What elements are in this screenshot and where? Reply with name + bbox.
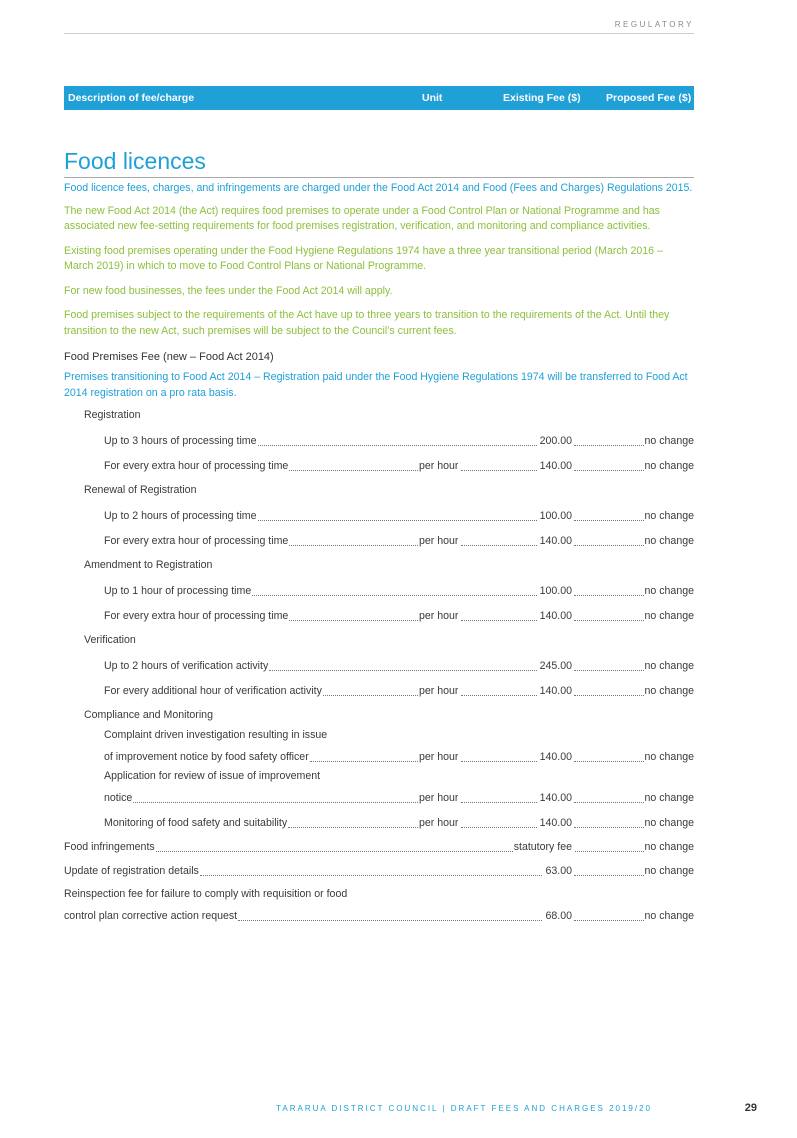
fee-row (104, 609, 694, 624)
page (64, 0, 694, 1138)
intro-paragraph: For new food businesses, the fees under the Food Act 2014 will apply. (64, 284, 393, 297)
existing-fee: 140.00 (539, 817, 572, 829)
proposed-fee: no change (644, 460, 694, 472)
proposed-fee: no change (644, 510, 694, 522)
leader-dots (461, 545, 536, 546)
fee-row (64, 909, 694, 924)
fee-description: Food infringements (64, 841, 155, 853)
fee-unit: per hour (419, 610, 459, 622)
proposed-fee: no change (644, 610, 694, 622)
leader-dots (258, 445, 537, 446)
proposed-fee: no change (644, 535, 694, 547)
proposed-fee: no change (644, 817, 694, 829)
fee-row (104, 791, 694, 806)
proposed-fee: no change (644, 435, 694, 447)
fee-row (64, 864, 694, 879)
leader-dots (461, 827, 536, 828)
fee-description: Update of registration details (64, 865, 199, 877)
leader-dots (574, 875, 644, 876)
fee-description: For every extra hour of processing time (104, 535, 289, 547)
fee-row (104, 750, 694, 765)
proposed-fee: no change (644, 865, 694, 877)
fee-group-label: Compliance and Monitoring (84, 709, 213, 721)
leader-dots (238, 920, 542, 921)
intro-paragraph: Existing food premises operating under the Food Hygiene Regulations 1974 have a three year transitional period (March 2016 – March 2019) in which to move to Food Control Plans or National Programme. (64, 244, 663, 272)
leader-dots (461, 620, 536, 621)
existing-fee: 100.00 (539, 510, 572, 522)
proposed-fee: no change (644, 792, 694, 804)
existing-fee: 140.00 (539, 460, 572, 472)
fee-row (104, 816, 694, 831)
leader-dots (289, 545, 418, 546)
leader-dots (574, 761, 644, 762)
header-unit: Unit (422, 92, 443, 104)
proposed-fee: no change (644, 685, 694, 697)
title-rule (64, 177, 694, 178)
fee-table-header (64, 86, 694, 110)
proposed-fee: no change (644, 660, 694, 672)
footer (276, 1104, 652, 1113)
leader-dots (310, 761, 418, 762)
leader-dots (574, 545, 644, 546)
footer-separator: | (442, 1104, 447, 1113)
fee-description: Up to 3 hours of processing time (104, 435, 257, 447)
fee-description: Monitoring of food safety and suitability (104, 817, 288, 829)
fee-description: For every extra hour of processing time (104, 460, 289, 472)
existing-fee: 100.00 (539, 585, 572, 597)
leader-dots (200, 875, 543, 876)
existing-fee: 200.00 (539, 435, 572, 447)
leader-dots (133, 802, 418, 803)
leader-dots (289, 470, 418, 471)
leader-dots (269, 670, 536, 671)
proposed-fee: no change (644, 585, 694, 597)
page-number: 29 (744, 1102, 757, 1114)
existing-fee: 140.00 (539, 751, 572, 763)
sub-heading: Food Premises Fee (new – Food Act 2014) (64, 351, 274, 363)
fee-unit: per hour (419, 460, 459, 472)
fee-unit: statutory fee (513, 841, 572, 853)
intro-paragraph: Food licence fees, charges, and infringements are charged under the Food Act 2014 and Food (Fees and Charges) Regulations 2015. (64, 182, 693, 194)
leader-dots (574, 670, 644, 671)
fee-description: Up to 2 hours of verification activity (104, 660, 269, 672)
sub-note: Premises transitioning to Food Act 2014 – Registration paid under the Food Hygiene Regulations 1974 will be transferred to Food Act 2014 registration on a pro rata basis. (64, 371, 688, 399)
fee-description: Up to 2 hours of processing time (104, 510, 257, 522)
existing-fee: 140.00 (539, 610, 572, 622)
intro-paragraph: The new Food Act 2014 (the Act) requires food premises to operate under a Food Control Plan or National Programme and has associated new fee-setting requirements for food premises registration, verification, and monitoring and compliance activities. (64, 204, 660, 232)
leader-dots (574, 827, 644, 828)
fee-unit: per hour (419, 685, 459, 697)
header-existing-fee: Existing Fee ($) (503, 92, 581, 104)
section-title: Food licences (64, 148, 206, 174)
leader-dots (323, 695, 418, 696)
fee-row (104, 459, 694, 474)
fee-unit: per hour (419, 792, 459, 804)
proposed-fee: no change (644, 751, 694, 763)
leader-dots (575, 851, 644, 852)
fee-group-label: Amendment to Registration (84, 559, 213, 571)
leader-dots (258, 520, 537, 521)
header-description: Description of fee/charge (68, 92, 195, 104)
footer-org: TARARUA DISTRICT COUNCIL (276, 1104, 439, 1113)
leader-dots (461, 761, 536, 762)
leader-dots (252, 595, 536, 596)
fee-description: Up to 1 hour of processing time (104, 585, 252, 597)
leader-dots (574, 470, 644, 471)
existing-fee: 245.00 (539, 660, 572, 672)
intro-paragraphs (64, 181, 694, 348)
fee-unit: per hour (419, 817, 459, 829)
existing-fee: 140.00 (539, 685, 572, 697)
leader-dots (574, 920, 644, 921)
fee-unit: per hour (419, 535, 459, 547)
fee-description: of improvement notice by food safety officer (104, 751, 309, 763)
fee-description: For every extra hour of processing time (104, 610, 289, 622)
fee-description-line: Reinspection fee for failure to comply with requisition or food (64, 888, 348, 900)
footer-doc: DRAFT FEES AND CHARGES 2019/20 (450, 1104, 652, 1113)
fee-row (104, 684, 694, 699)
leader-dots (574, 695, 644, 696)
existing-fee: 140.00 (539, 792, 572, 804)
fee-description-line: Complaint driven investigation resulting in issue (104, 729, 328, 741)
proposed-fee: no change (644, 841, 694, 853)
fee-group-label: Registration (84, 409, 141, 421)
existing-fee: 68.00 (545, 910, 572, 922)
fee-group-label: Renewal of Registration (84, 484, 197, 496)
fee-description: notice (104, 792, 133, 804)
fee-description-line: Application for review of issue of improvement (104, 770, 321, 782)
leader-dots (574, 445, 644, 446)
existing-fee: 63.00 (545, 865, 572, 877)
header-proposed-fee: Proposed Fee ($) (606, 92, 692, 104)
proposed-fee: no change (644, 910, 694, 922)
fee-row (104, 584, 694, 599)
existing-fee: 140.00 (539, 535, 572, 547)
fee-row (104, 659, 694, 674)
leader-dots (289, 620, 418, 621)
fee-unit: per hour (419, 751, 459, 763)
header-rule (64, 33, 694, 34)
leader-dots (574, 802, 644, 803)
leader-dots (574, 520, 644, 521)
fee-row (104, 534, 694, 549)
fee-description: For every additional hour of verification activity (104, 685, 322, 697)
leader-dots (574, 595, 644, 596)
fee-row (104, 509, 694, 524)
intro-paragraph: Food premises subject to the requirements of the Act have up to three years to transition to the requirements of the Act. Until they transition to the new Act, such premises will be subject to the Council’s current fees. (64, 309, 670, 337)
leader-dots (461, 470, 536, 471)
fee-row (104, 434, 694, 449)
fee-row (64, 840, 694, 855)
leader-dots (461, 695, 536, 696)
leader-dots (461, 802, 536, 803)
fee-description: control plan corrective action request (64, 910, 238, 922)
leader-dots (156, 851, 513, 852)
leader-dots (574, 620, 644, 621)
fee-group-label: Verification (84, 634, 136, 646)
running-head: REGULATORY (614, 20, 694, 29)
leader-dots (288, 827, 418, 828)
